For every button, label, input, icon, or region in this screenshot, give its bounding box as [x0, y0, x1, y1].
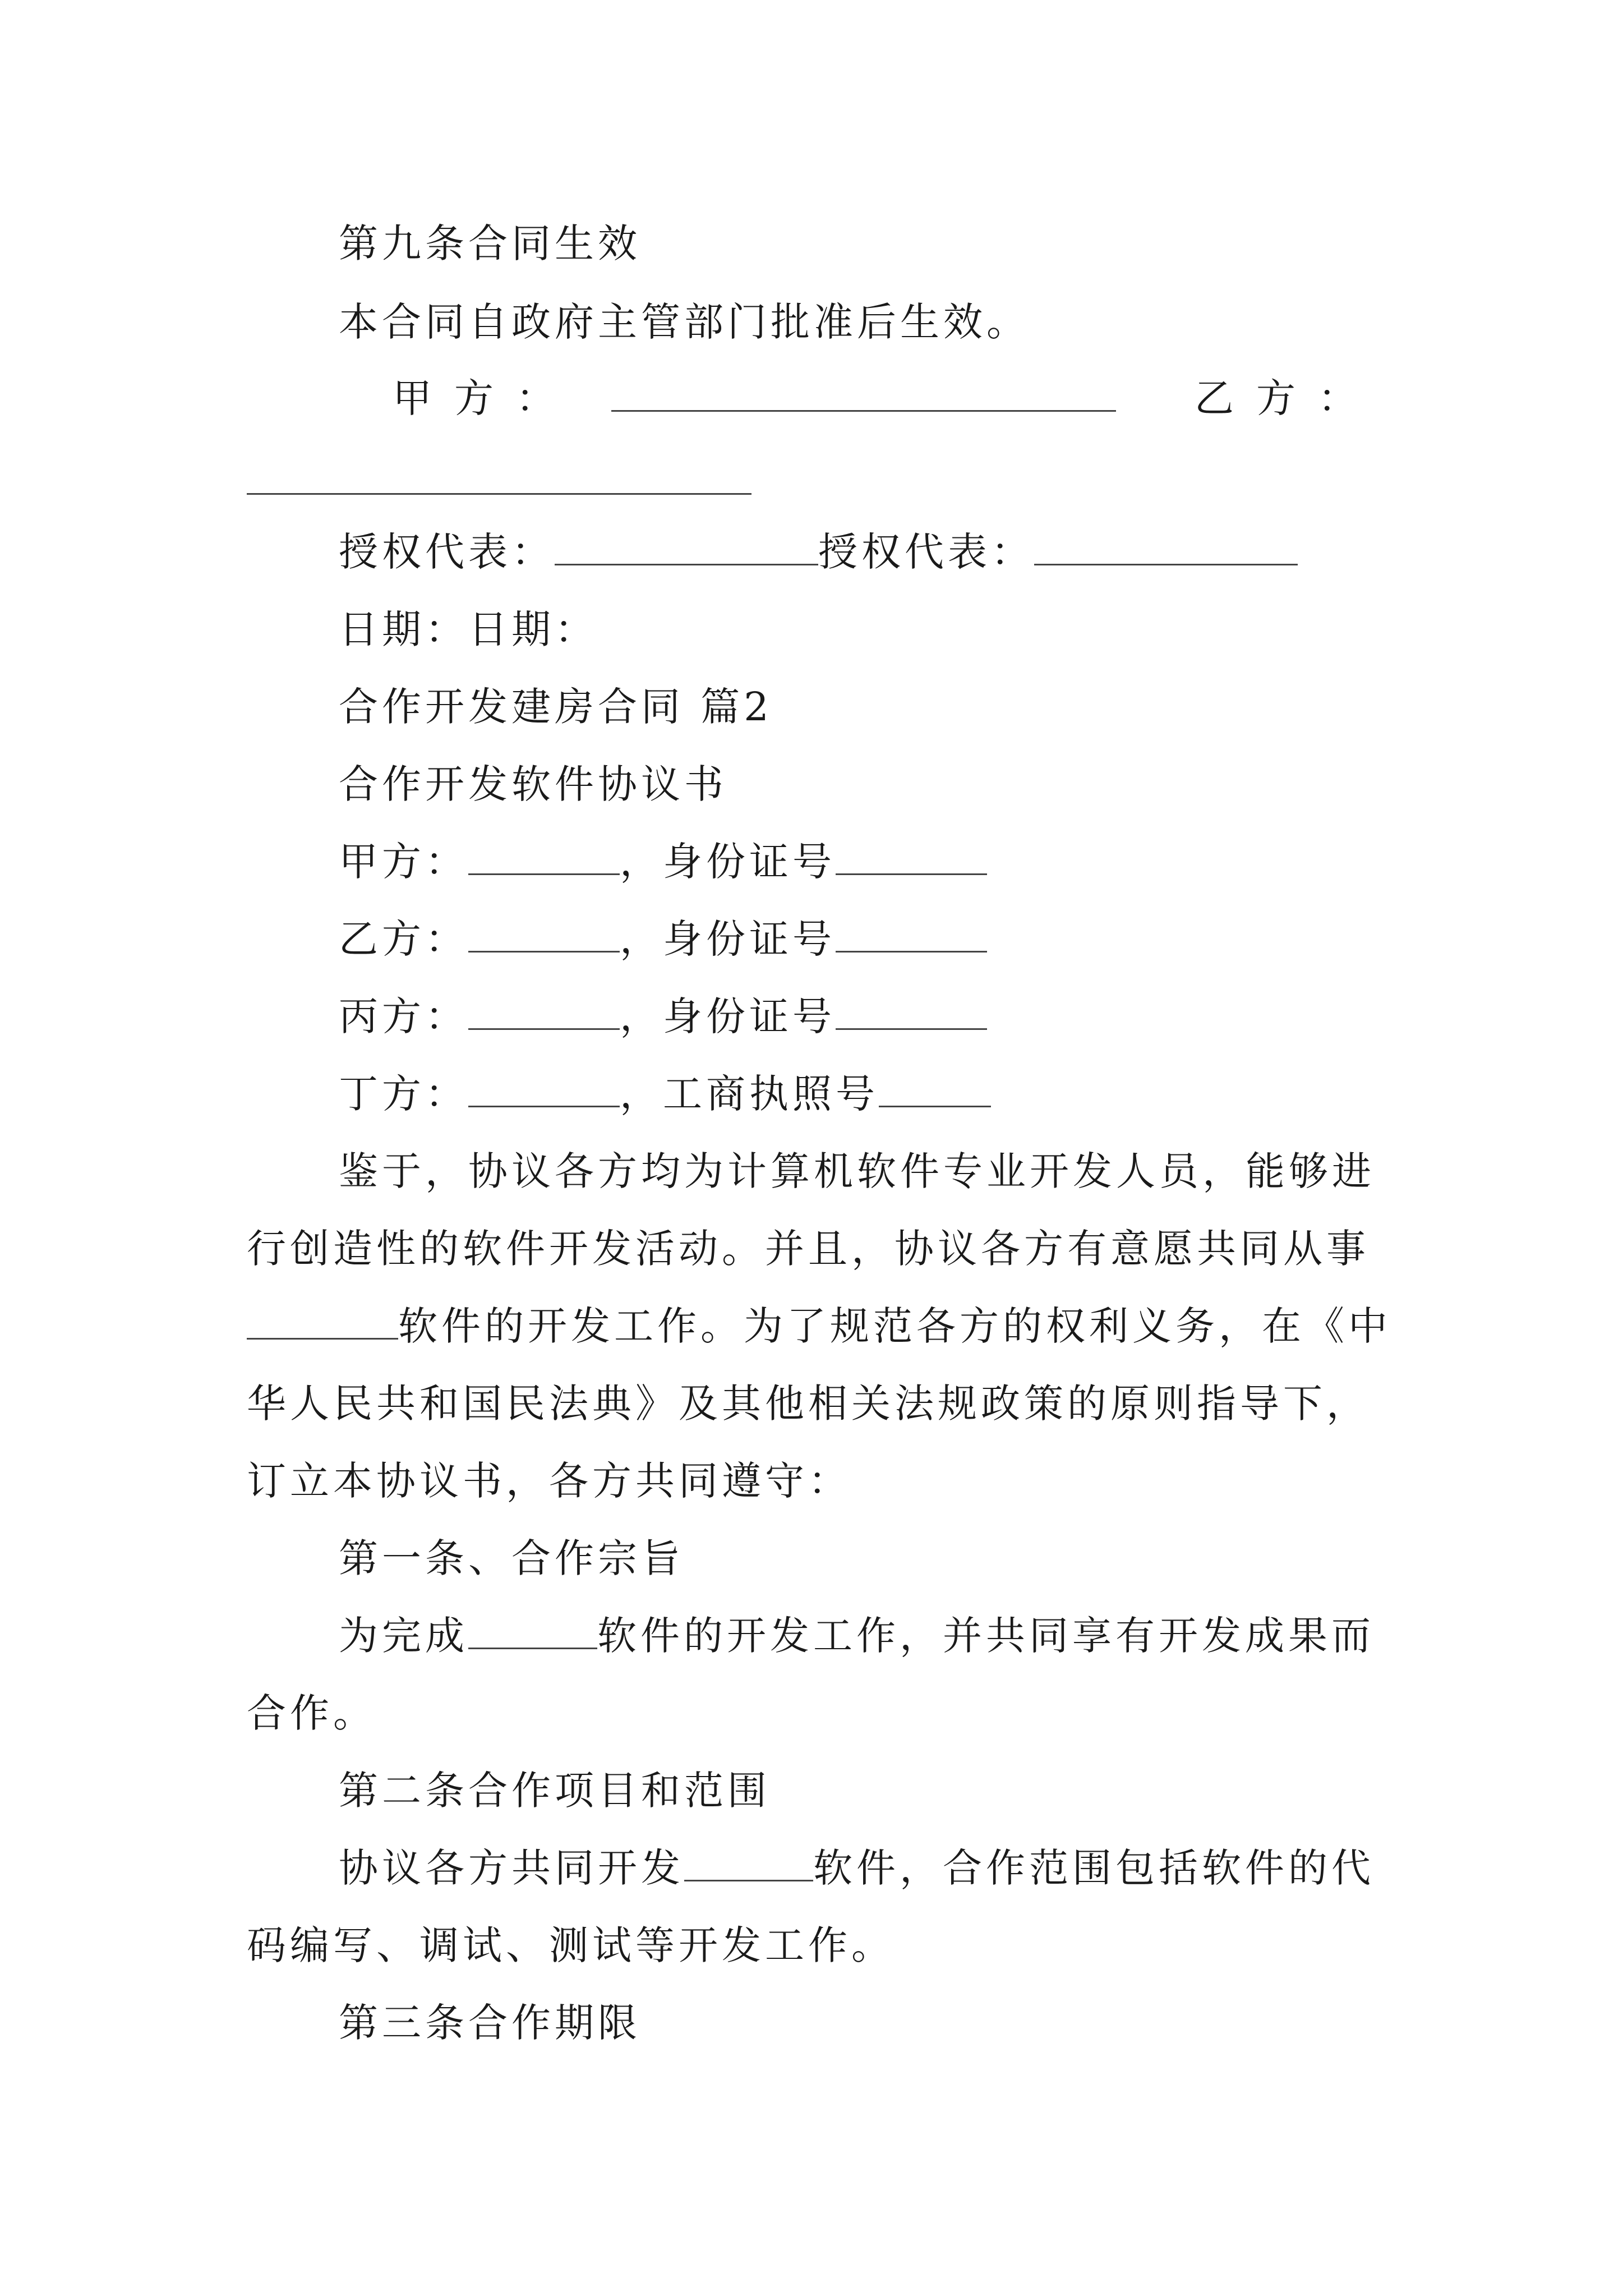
party-bing-row: [339, 990, 1387, 1043]
article-2-software-blank: [684, 1846, 813, 1881]
article-1-software-blank: [468, 1614, 597, 1649]
party-b-signature-label: 乙方：: [1195, 375, 1380, 421]
party-yi-label: 乙方：: [339, 916, 468, 962]
party-jia-label: 甲方：: [339, 839, 468, 885]
party-ding-license-blank: [879, 1072, 991, 1107]
article-1-line-1b: 软件的开发工作，并共同享有开发成果而: [597, 1613, 1375, 1659]
article-2-title: 第二条合作项目和范围: [339, 1768, 771, 1814]
party-b-signature-blank: [247, 459, 751, 495]
whereas-line-5: 订立本协议书，各方共同遵守：: [247, 1458, 851, 1504]
party-ding-name-blank: [468, 1072, 620, 1107]
party-jia-row: [339, 835, 1387, 889]
party-bing-id-label: ，身份证号: [620, 993, 836, 1039]
article-2-line-1a: 协议各方共同开发: [339, 1845, 684, 1891]
date-row: 日期：日期：: [339, 606, 598, 652]
party-yi-row: [339, 912, 1387, 966]
party-bing-label: 丙方：: [339, 993, 468, 1039]
party-a-signature-label: 甲方：: [393, 375, 578, 421]
software-name-blank: [247, 1304, 398, 1340]
party-yi-name-blank: [468, 917, 620, 953]
party-b-signature-row: [247, 454, 1385, 508]
article-9-title: 第九条合同生效: [339, 220, 641, 266]
article-1-title: 第一条、合作宗旨: [339, 1535, 684, 1581]
article-9-text: 本合同自政府主管部门批准后生效。: [339, 299, 1030, 345]
party-bing-id-blank: [836, 995, 987, 1030]
rep-b-label: 授权代表：: [818, 529, 1034, 575]
whereas-line-2: 行创造性的软件开发活动。并且，协议各方有意愿共同从事: [247, 1226, 1370, 1272]
signature-line-parties: [393, 371, 1402, 425]
authorized-representative-row: [339, 525, 1387, 579]
whereas-line-4: 华人民共和国民法典》及其他相关法规政策的原则指导下，: [247, 1381, 1370, 1427]
party-ding-license-label: ，工商执照号: [620, 1071, 879, 1117]
article-2-line-2: 码编写、调试、测试等开发工作。: [247, 1922, 895, 1968]
article-1-line-2: 合作。: [247, 1690, 376, 1736]
party-ding-label: 丁方：: [339, 1071, 468, 1117]
party-yi-id-blank: [836, 917, 987, 953]
party-jia-name-blank: [468, 840, 620, 875]
whereas-line-1: 鉴于，协议各方均为计算机软件专业开发人员，能够进: [339, 1148, 1375, 1194]
article-1-line-1: [339, 1609, 1387, 1663]
agreement-title: 合作开发软件协议书: [339, 761, 727, 807]
section-title: 合作开发建房合同 篇2: [339, 684, 773, 730]
article-2-line-1: [339, 1841, 1387, 1895]
rep-b-blank: [1034, 530, 1298, 565]
rep-a-blank: [555, 530, 818, 565]
article-1-line-1a: 为完成: [339, 1613, 468, 1659]
whereas-line-3: [247, 1299, 1391, 1353]
party-bing-name-blank: [468, 995, 620, 1030]
party-jia-id-blank: [836, 840, 987, 875]
article-2-line-1b: 软件，合作范围包括软件的代: [813, 1845, 1375, 1891]
party-ding-row: [339, 1067, 1387, 1121]
party-yi-id-label: ，身份证号: [620, 916, 836, 962]
party-jia-id-label: ，身份证号: [620, 839, 836, 885]
whereas-line-3-text: 软件的开发工作。为了规范各方的权利义务，在《中: [398, 1303, 1391, 1349]
party-a-signature-blank: [611, 376, 1116, 412]
article-3-title: 第三条合作期限: [339, 2000, 641, 2046]
rep-a-label: 授权代表：: [339, 529, 555, 575]
